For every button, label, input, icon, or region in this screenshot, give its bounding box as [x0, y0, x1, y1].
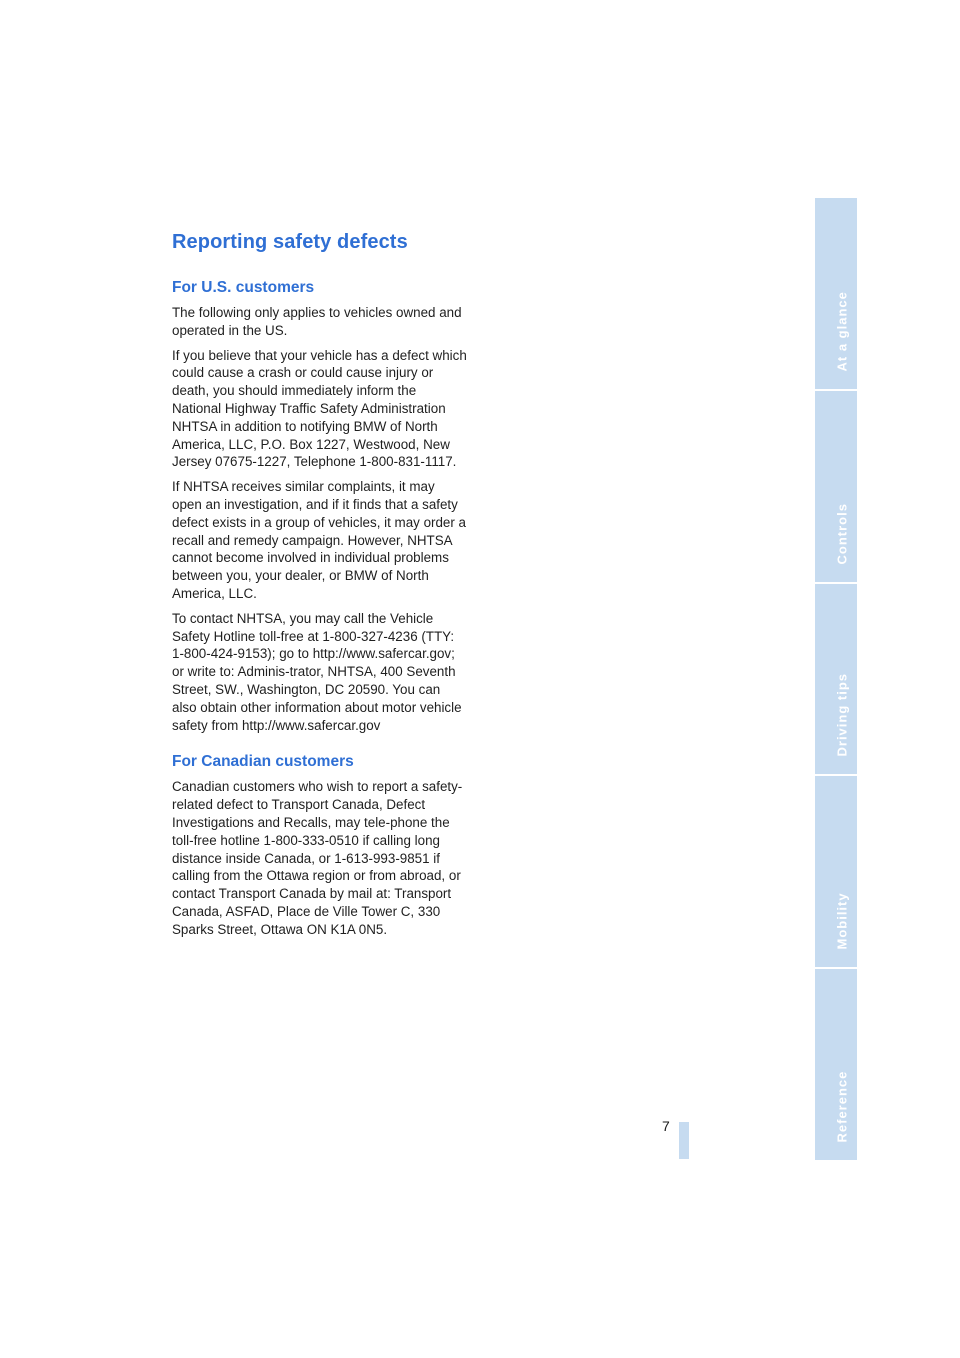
section-us-customers — [172, 278, 468, 734]
tab-mobility[interactable] — [815, 776, 857, 969]
paragraph: If you believe that your vehicle has a defect which could cause a crash or could cause injury or death, you should immediately inform the National Highway Traffic Safety Administration NHTSA in addition to notifying BMW of North America, LLC, P.O. Box 1227, Westwood, New Jersey 07675-1227, Telephone 1-800-831-1117. — [172, 347, 467, 470]
section-heading-us: For U.S. customers — [172, 279, 315, 296]
tab-driving-tips[interactable] — [815, 584, 857, 777]
tab-at-a-glance[interactable] — [815, 198, 857, 391]
page-number: 7 — [662, 1118, 670, 1134]
tab-controls[interactable] — [815, 391, 857, 584]
tab-label: Controls — [834, 502, 850, 565]
section-canadian-customers — [172, 752, 468, 938]
section-heading-canada: For Canadian customers — [172, 753, 354, 771]
page-title: Reporting safety defects — [172, 231, 408, 253]
paragraph: The following only applies to vehicles owned and operated in the US. — [172, 305, 462, 338]
paragraph: To contact NHTSA, you may call the Vehicle Safety Hotline toll-free at 1-800-327-4236 (TTY: 1-800-424-9153); go to http://www.safercar.gov; or write to: Adminis-trator, NHTSA, 400 Seventh Street, SW., Washington, DC 20590. You can also obtain other information about motor vehicle safety from http://www.safercar.gov — [172, 610, 462, 733]
main-content — [172, 228, 468, 953]
paragraph: If NHTSA receives similar complaints, it may open an investigation, and if it finds that a safety defect exists in a group of vehicles, it may order a recall and remedy campaign. However, NHTSA cannot become involved in individual problems between you, your dealer, or BMW of North America, LLC. — [172, 479, 466, 601]
chapter-sidebar — [815, 198, 857, 1160]
tab-label: Mobility — [834, 892, 850, 950]
tab-label: Reference — [834, 1070, 850, 1143]
tab-label: Driving tips — [834, 673, 850, 757]
paragraph: Canadian customers who wish to report a safety-related defect to Transport Canada, Defect Investigations and Recalls, may tele-phone the toll-free hotline 1-800-333-0510 if calling long distance inside Canada, or 1-613-993-9851 if calling from the Ottawa region or from abroad, or contact Transport Canada by mail at: Transport Canada, ASFAD, Place de Ville Tower C, 330 Sparks Street, Ottawa ON K1A 0N5. — [172, 779, 463, 937]
tab-reference[interactable] — [815, 969, 857, 1160]
page-marker — [679, 1122, 689, 1159]
tab-label: At a glance — [834, 290, 850, 372]
